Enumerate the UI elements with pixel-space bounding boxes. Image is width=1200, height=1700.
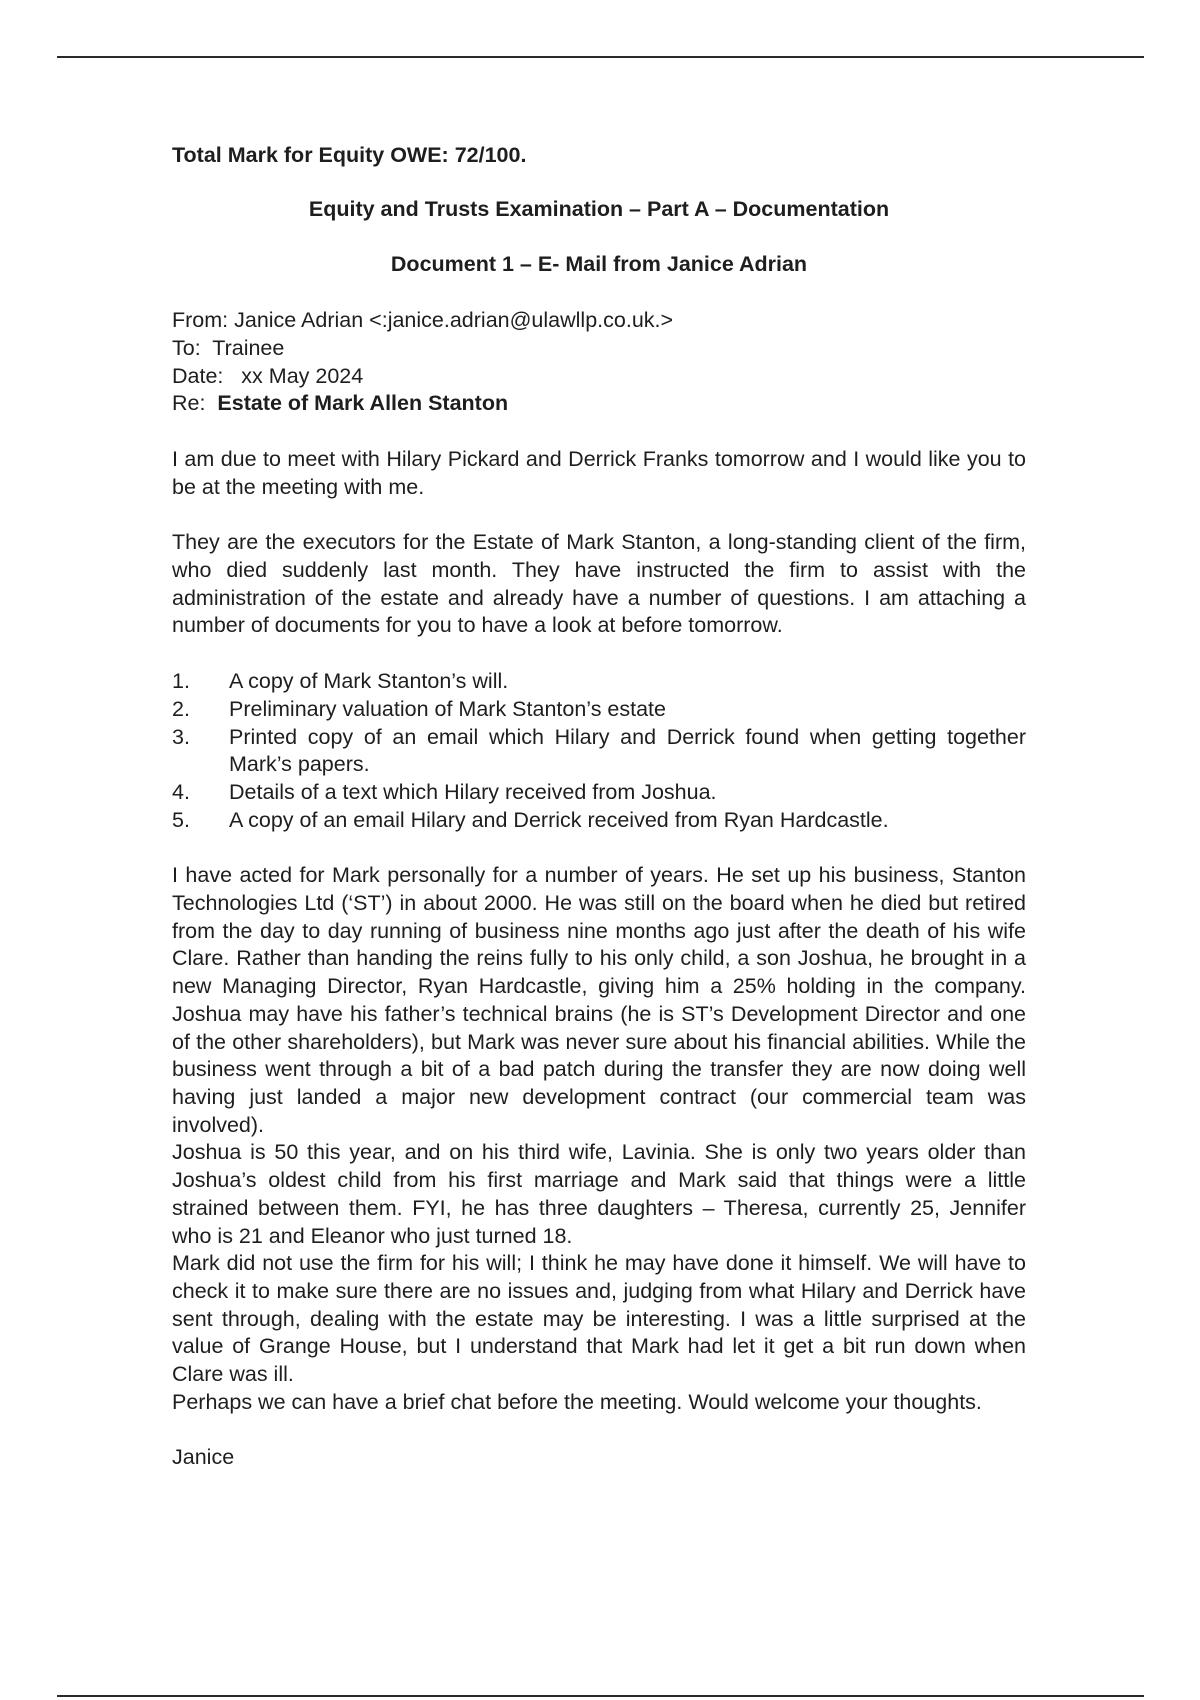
- email-subject: [172, 390, 1026, 418]
- list-item-number: 2.: [172, 696, 190, 721]
- email-date: Date: xx May 2024: [172, 363, 364, 388]
- email-to: To: Trainee: [172, 335, 285, 360]
- email-subject-value: Estate of Mark Allen Stanton: [217, 391, 509, 416]
- paragraph-family: Joshua is 50 this year, and on his third wife, Lavinia. She is only two years older than Joshua’s oldest child from his first marriage and Mark said that things were a little strained between them. FYI, he has three daughters – Theresa, currently 25, Jennifer who is 21 and Eleanor who just turned 18.: [172, 1140, 1026, 1248]
- paragraph-intro: I am due to meet with Hilary Pickard and Derrick Franks tomorrow and I would like you to be at the meeting with me.: [172, 446, 1026, 499]
- document-body: [172, 142, 1026, 1472]
- list-item-number: 5.: [172, 807, 190, 832]
- list-item: [172, 668, 1026, 696]
- list-item-text: A copy of an email Hilary and Derrick received from Ryan Hardcastle.: [229, 807, 889, 832]
- document-subtitle: Document 1 – E- Mail from Janice Adrian: [390, 252, 808, 277]
- bottom-rule: [57, 1695, 1144, 1697]
- paragraph-will: Mark did not use the firm for his will; I think he may have done it himself. We will have to check it to make sure there are no issues and, judging from what Hilary and Derrick have sent through, dealing with the estate may be interesting. I was a little surprised at the value of Grange House, but I understand that Mark had let it get a bit run down when Clare was ill.: [172, 1251, 1026, 1387]
- list-item-number: 4.: [172, 779, 190, 804]
- email-subject-label: Re:: [172, 391, 218, 416]
- document-title: Equity and Trusts Examination – Part A – Documentation: [308, 196, 890, 221]
- list-item: [172, 807, 1026, 835]
- paragraph-business: I have acted for Mark personally for a number of years. He set up his business, Stanton Technologies Ltd (‘ST’) in about 2000. He was still on the board when he died but retired from the day to day running of business nine months ago just after the death of his wife Clare. Rather than handing the reins fully to his only child, a son Joshua, he brought in a new Managing Director, Ryan Hardcastle, giving him a 25% holding in the company. Joshua may have his father’s technical brains (he is ST’s Development Director and one of the other shareholders), but Mark was never sure about his financial abilities. While the business went through a bit of a bad patch during the transfer they are now doing well having just landed a major new development contract (our commercial team was involved).: [172, 863, 1026, 1137]
- list-item: [172, 696, 1026, 724]
- attachment-list: [172, 668, 1026, 834]
- paragraph-closing: Perhaps we can have a brief chat before the meeting. Would welcome your thoughts.: [172, 1389, 982, 1414]
- paragraph-executors: They are the executors for the Estate of Mark Stanton, a long-standing client of the firm, who died suddenly last month. They have instructed the firm to assist with the administration of the estate and already have a number of questions. I am attaching a number of documents for you to have a look at before tomorrow.: [172, 530, 1026, 638]
- list-item-text: Printed copy of an email which Hilary and Derrick found when getting together Mark’s papers.: [229, 724, 1026, 777]
- list-item: [172, 724, 1026, 779]
- top-rule: [57, 56, 1144, 58]
- list-item-text: Details of a text which Hilary received from Joshua.: [229, 779, 717, 804]
- list-item-text: Preliminary valuation of Mark Stanton’s estate: [229, 696, 666, 721]
- signoff: Janice: [172, 1445, 235, 1470]
- total-mark: Total Mark for Equity OWE: 72/100.: [172, 143, 527, 167]
- list-item-text: A copy of Mark Stanton’s will.: [229, 669, 509, 694]
- email-from: From: Janice Adrian <:janice.adrian@ulawllp.co.uk.>: [172, 308, 674, 333]
- email-header: [172, 307, 1026, 418]
- list-item: [172, 779, 1026, 807]
- list-item-number: 3.: [172, 724, 190, 749]
- list-item-number: 1.: [172, 669, 190, 694]
